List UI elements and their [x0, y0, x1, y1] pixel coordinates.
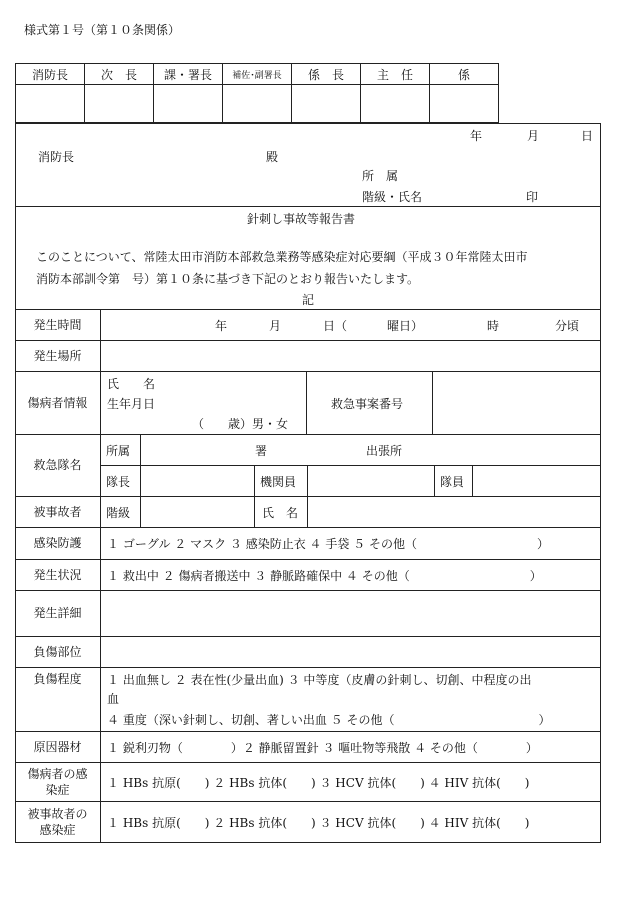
case-number-field[interactable]: [433, 372, 600, 433]
time-minute: 分頃: [555, 319, 580, 333]
approval-header: 消防長: [16, 64, 85, 85]
approval-header: 主 任: [361, 64, 430, 85]
label-patient-info: 傷病者情報: [27, 395, 88, 410]
approval-stamp-box[interactable]: [154, 85, 223, 123]
label-detail: 発生詳細: [33, 606, 82, 620]
team-station-label: 署: [255, 444, 268, 458]
label-situation: 発生状況: [33, 567, 82, 582]
protection-options: １ ゴーグル ２ マスク ３ 感染防止衣 ４ 手袋 ５ その他（ ）: [107, 537, 549, 551]
case-number-label: 救急事案番号: [331, 397, 404, 411]
approval-header: 課・署長: [154, 64, 223, 85]
label-occurrence-place: 発生場所: [33, 348, 82, 363]
label-victim: 被事故者: [33, 504, 82, 519]
approval-stamp-box[interactable]: [16, 85, 85, 123]
addressee: 消防長: [38, 150, 75, 164]
date-day: 日: [581, 129, 594, 143]
report-form: [15, 123, 601, 843]
body-text-line1: このことについて、常陸太田市消防本部救急業務等感染症対応要綱（平成３０年常陸太田市: [36, 250, 528, 264]
team-branch-label: 出張所: [366, 444, 403, 458]
time-weekday: 曜日）: [387, 319, 424, 333]
body-text-line2: 消防本部訓令第 号）第１０条に基づき下記のとおり報告いたします。: [36, 272, 420, 286]
patient-name-label: 氏 名: [107, 377, 156, 391]
time-month: 月: [269, 319, 282, 333]
label-ambulance-team: 救急隊名: [33, 458, 82, 472]
time-hour: 時: [487, 319, 500, 333]
team-affiliation-label: 所属: [106, 444, 131, 458]
approval-header: 次 長: [85, 64, 154, 85]
seal-mark: 印: [526, 190, 539, 204]
label-protection: 感染防護: [33, 536, 82, 550]
form-number: 様式第１号（第１０条関係）: [24, 23, 181, 37]
label-occurrence-time: 発生時間: [33, 317, 82, 332]
time-day: 日（: [323, 319, 348, 333]
team-member-label: 隊員: [440, 475, 465, 489]
rank-name-label: 階級・氏名: [362, 190, 423, 204]
team-leader-label: 隊長: [106, 475, 131, 489]
date-year: 年: [470, 129, 483, 143]
approval-table: [15, 63, 499, 123]
team-engineer-label: 機関員: [260, 475, 297, 489]
time-year: 年: [215, 319, 228, 333]
ki-label: 記: [302, 293, 315, 307]
victim-infection-options: １ HBs 抗原( ) ２ HBs 抗体( ) ３ HCV 抗体( ) ４ HIV 抗体( ): [107, 816, 530, 830]
date-month: 月: [527, 129, 540, 143]
severity-line3: ４ 重度（深い針刺し、切創、著しい出血 ５ その他（ ）: [107, 713, 551, 727]
patient-infection-options: １ HBs 抗原( ) ２ HBs 抗体( ) ３ HCV 抗体( ) ４ HIV 抗体( ): [107, 776, 530, 790]
report-title: 針刺し事故等報告書: [247, 212, 356, 226]
approval-header: 補佐･副署長: [223, 64, 292, 85]
label-patient-infection: 傷病者の感染症: [27, 766, 88, 797]
injury-site-field[interactable]: [101, 637, 600, 666]
label-injury-severity: 負傷程度: [33, 672, 82, 686]
approval-header: 係: [430, 64, 499, 85]
situation-options: １ 救出中 ２ 傷病者搬送中 ３ 静脈路確保中 ４ その他（ ）: [107, 569, 542, 583]
approval-stamp-box[interactable]: [361, 85, 430, 123]
severity-line2: 血: [107, 692, 120, 706]
approval-stamp-box[interactable]: [292, 85, 361, 123]
divider: [15, 206, 601, 207]
place-field[interactable]: [101, 341, 600, 370]
approval-stamp-box[interactable]: [223, 85, 292, 123]
label-cause-device: 原因器材: [33, 739, 82, 754]
approval-stamp-box[interactable]: [430, 85, 499, 123]
detail-field[interactable]: [101, 591, 600, 635]
victim-name-label: 氏 名: [262, 506, 299, 520]
label-injury-site: 負傷部位: [33, 644, 82, 659]
honorific: 殿: [266, 150, 279, 164]
affiliation-label: 所 属: [362, 169, 399, 183]
patient-age-sex: （ 歳）男・女: [192, 417, 289, 431]
label-victim-infection: 被事故者の感染症: [27, 807, 88, 837]
cause-options: １ 鋭利刃物（ ）２ 静脈留置針 ３ 嘔吐物等飛散 ４ その他（ ）: [107, 741, 538, 755]
patient-dob-label: 生年月日: [107, 397, 156, 411]
approval-stamp-box[interactable]: [85, 85, 154, 123]
approval-header: 係 長: [292, 64, 361, 85]
severity-line1: １ 出血無し ２ 表在性(少量出血) ３ 中等度（皮膚の針刺し、切創、中程度の出: [107, 673, 532, 687]
victim-rank-label: 階級: [106, 506, 131, 520]
